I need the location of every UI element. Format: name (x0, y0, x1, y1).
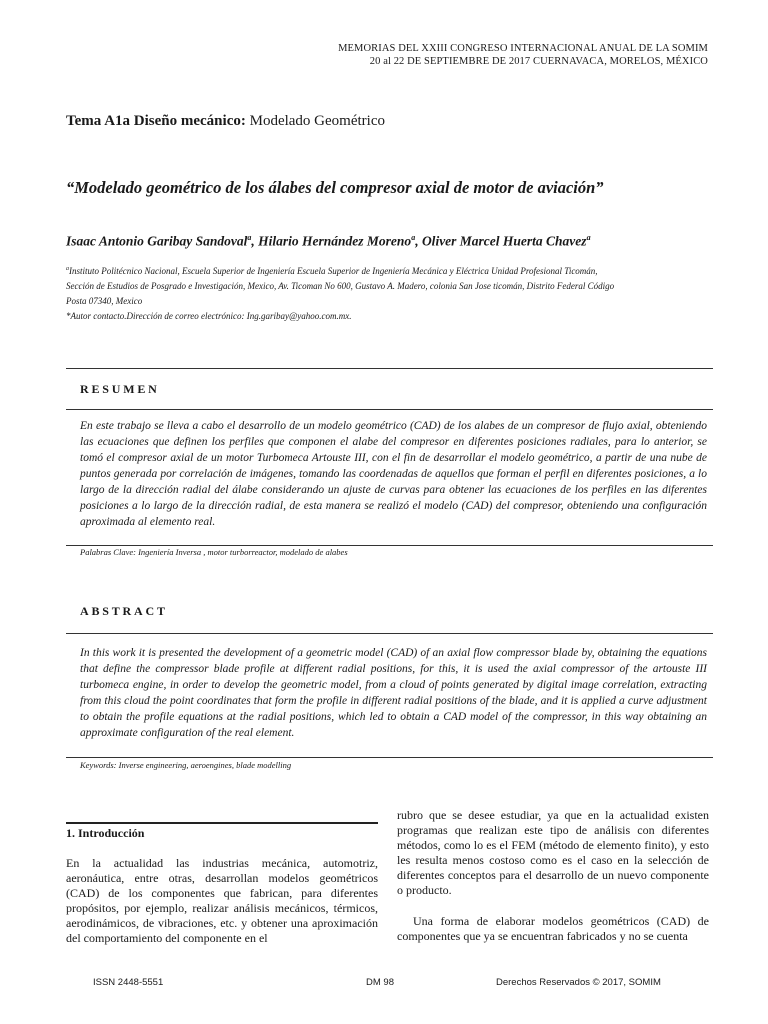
affiliation-line: Sección de Estudios de Posgrado e Investigación, Mexico, Av. Ticoman No 600, Gustavo A. Madero, colonia San Jose ticomán, Distrito Federal Código (66, 281, 615, 291)
intro-heading: 1. Introducción (66, 826, 145, 840)
footer-rights: Derechos Reservados © 2017, SOMIM (496, 977, 661, 988)
topic-label: Tema A1a Diseño mecánico: (66, 113, 246, 129)
intro-paragraph: rubro que se desee estudiar, ya que en la actualidad existen programas que realizan este tipo de análisis con diferentes métodos, como lo es el FEM (método de elemento finito), y esto les resulta menos costoso como es el caso en la selección de diferentes conceptos para el desarrollo de un nuevo componente o producto. (397, 808, 709, 897)
topic-value: Modelado Geométrico (245, 113, 385, 129)
left-column (66, 856, 378, 946)
affiliation-line: Posta 07340, Mexico (66, 296, 143, 306)
palabras-clave: Palabras Clave: Ingeniería Inversa , motor turborreactor, modelado de alabes (80, 547, 348, 557)
footer-page-number: DM 98 (366, 977, 394, 988)
author-name: Hilario Hernández Moreno (258, 233, 412, 249)
section-rule (66, 545, 713, 546)
right-column (397, 808, 709, 944)
resumen-heading: RESUMEN (80, 382, 160, 396)
paper-title: “Modelado geométrico de los álabes del compresor axial de motor de aviación” (66, 178, 604, 197)
affiliation-block (66, 262, 716, 324)
footer-issn: ISSN 2448-5551 (93, 977, 164, 988)
section-rule (66, 757, 713, 758)
conference-dates: 20 al 22 DE SEPTIEMBRE DE 2017 CUERNAVACA, MORELOS, MÉXICO (369, 56, 708, 67)
section-rule (66, 368, 713, 369)
author-affiliation-mark: a (247, 233, 252, 242)
contact-email-line: *Autor contacto.Dirección de correo electrónico: Ing.garibay@yahoo.com.mx. (66, 311, 352, 321)
intro-paragraph: En la actualidad las industrias mecánica, automotriz, aeronáutica, entre otras, desarrollan modelos geométricos (CAD) de los componentes que fabrican, para diferentes propósitos, por ejemplo, realizar análisis mecánicos, térmicos, aerodinámicos, de vibraciones, etc. y obtener una aproximación del comportamiento del componente en el (66, 856, 378, 945)
conference-header (338, 42, 708, 68)
section-rule (66, 633, 713, 634)
affiliation-mark: a (66, 266, 69, 272)
abstract-text: In this work it is presented the development of a geometric model (CAD) of an axial flow compressor blade by, obtaining the equations that define the compressor blade profile at different radial positions, for this, it is used the axial compressor of the artouste III turbomeca engine, in order to develop the geometric model, from a cloud of points generated by digital image correlation, extracting from this cloud the point coordinates that form the profile in different radial positions of the blade, and it is applied a curve adjustment to obtain the profile equations at the radial positions, which led to obtain a CAD model of the compressor, in this way obtaining an approximate configuration of the real element. (80, 647, 707, 739)
section-rule (66, 409, 713, 410)
affiliation-line: Instituto Politécnico Nacional, Escuela Superior de Ingeniería Escuela Superior de Ingeniería Mecánica y Eléctrica Unidad Profesional Ticomán, (69, 266, 598, 276)
author-list: Isaac Antonio Garibay Sandoval$^a$, Hilario Hernández Moreno$^a$, Oliver Marcel Huerta Chavez$^a$ (66, 233, 591, 249)
author-name: Isaac Antonio Garibay Sandoval (66, 233, 248, 249)
conference-name: MEMORIAS DEL XXIII CONGRESO INTERNACIONAL ANUAL DE LA SOMIM (338, 43, 708, 54)
author-affiliation-mark: a (586, 233, 591, 242)
intro-paragraph: Una forma de elaborar modelos geométricos (CAD) de componentes que ya se encuentran fabricados y no se cuenta (397, 914, 709, 943)
intro-rule (66, 822, 378, 824)
resumen-text: En este trabajo se lleva a cabo el desarrollo de un modelo geométrico (CAD) de los alabes de un compresor de flujo axial, obteniendo las ecuaciones que definen los perfiles que componen el alabe del compresor en diferentes posiciones radiales, para lo anterior, se tomó el compresor axial de un motor Turbomeca Artouste III, con el fin de desarrollar el modelo geométrico, a partir de una nube de puntos generada por correlación de imágenes, tomando las coordenadas de aquellos que forman el perfil en diferentes posiciones, a lo largo de la dirección radial del álabe considerando un ajuste de curvas para obtener las ecuaciones de los perfiles en las diferentes posiciones a lo largo de la dirección radial, de esta manera se realizó el modelo (CAD) del compresor, obteniendo una configuración aproximada al elemento real. (80, 420, 707, 528)
author-name: Oliver Marcel Huerta Chavez (421, 233, 587, 249)
topic-line (66, 113, 385, 130)
abstract-heading: ABSTRACT (80, 604, 168, 618)
author-affiliation-mark: a (411, 233, 416, 242)
keywords: Keywords: Inverse engineering, aeroengines, blade modelling (80, 760, 292, 770)
